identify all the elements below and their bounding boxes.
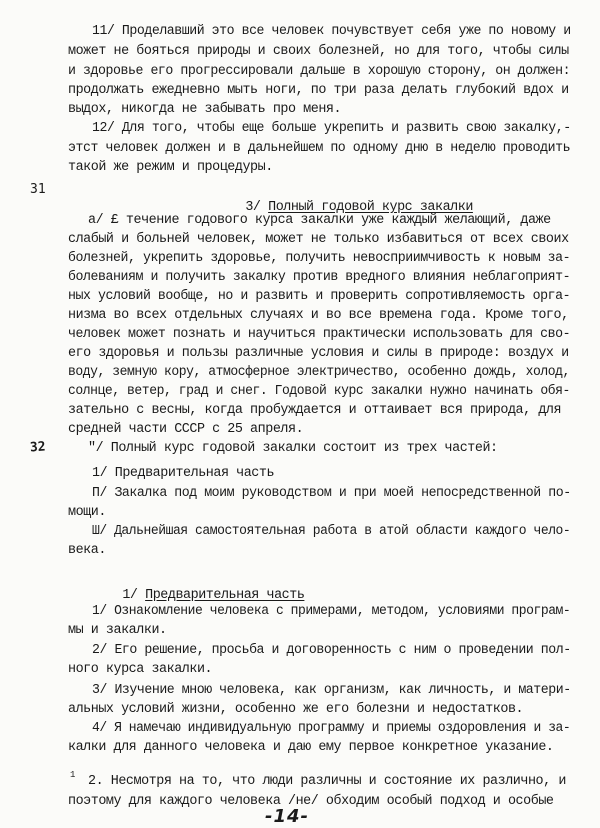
list-item: П/ Закалка под моим руководством и при моей непосредственной по- [92, 486, 571, 501]
text-line: поэтому для каждого человека /не/ обходим особый подход и особые [68, 794, 554, 809]
section-heading-number: 3/ [245, 200, 261, 215]
text-line: болеваниям и получить закалку против вредного влияния неблагоприят- [68, 270, 571, 285]
list-item: 2/ Его решение, просьба и договоренность с ним о проведении пол- [92, 643, 571, 658]
text-line: выдох, никогда не забывать про меня. [68, 102, 342, 117]
text-line: 11/ Проделавший это все человек почувствует себя уже по новому и [92, 24, 571, 39]
list-item: века. [68, 543, 106, 558]
margin-number-32: 32 [29, 439, 47, 456]
section-heading-title: Полный годовой курс закалки [268, 200, 473, 215]
list-item: калки для данного человека и даю ему первое конкретное указание. [68, 740, 554, 755]
text-line: этст человек должен и в дальнейшем по одному дню в неделю проводить [68, 141, 571, 156]
list-item: 3/ Изучение мною человека, как организм, как личность, и матери- [92, 683, 571, 698]
text-line: средней части СССР с 25 апреля. [68, 422, 304, 437]
list-item: мощи. [68, 505, 106, 520]
list-item: Ш/ Дальнейшая самостоятельная работа в атой области каждого чело- [92, 524, 571, 539]
text-line: 12/ Для того, чтобы еще больше укрепить и развить свою закалку,- [92, 121, 571, 136]
text-line: и здоровье его прогрессировали дальше в хорошую сторону, он должен: [68, 64, 571, 79]
subsection-heading-title: Предварительная часть [145, 588, 305, 603]
text-line: болезней, укрепить здоровье, получить невосприимчивость к новым за- [68, 251, 571, 266]
list-item: 1/ Предварительная часть [92, 466, 275, 481]
list-item: альных условий жизни, особенно же его болезни и недостатков. [68, 702, 524, 717]
text-line: ных условий вообще, но и развить и проверить сопротивляемость орга- [68, 289, 571, 304]
text-line: может не бояться природы и своих болезней, но для того, чтобы силы [68, 44, 569, 59]
text-line: продолжать ежедневно мыть ноги, по три раза делать глубокий вдох и [68, 83, 569, 98]
text-line: низма во всех отдельных случаях и во все времена года. Кроме того, [68, 308, 569, 323]
text-line: 2. Несмотря на то, что люди различны и состояние их различно, и [88, 774, 566, 789]
text-line: его здоровья и пользы различные условия и силы в природе: воздух и [68, 346, 569, 361]
text-line: зательно с весны, когда пробуждается и оттаивает вся природа, для [68, 403, 562, 418]
footnote-mark: 1 [70, 770, 76, 780]
list-item: ного курса закалки. [68, 662, 213, 677]
margin-number-31: 31 [30, 182, 46, 197]
text-line: а/ £ течение годового курса закалки уже каждый желающий, даже [88, 213, 551, 228]
text-line: солнце, ветер, град и снег. Годовой курс закалки нужно начинать обя- [68, 384, 570, 399]
text-line: человек может познать и научиться практически использовать для сво- [68, 327, 571, 342]
list-item: 4/ Я намечаю индивидуальную программу и приемы оздоровления и за- [92, 721, 571, 736]
subsection-heading-number: 1/ [122, 588, 138, 603]
list-item: 1/ Ознакомление человека с примерами, методом, условиями програм- [92, 604, 571, 619]
text-line: воду, земную кору, атмосферное электричество, особенно дождь, холод, [68, 365, 570, 380]
text-line: слабый и больней человек, может не только избавиться от всех своих [68, 232, 569, 247]
text-line: такой же режим и процедуры. [68, 160, 273, 175]
course-intro: "/ Полный курс годовой закалки состоит из трех частей: [88, 441, 498, 456]
list-item: мы и закалки. [68, 623, 167, 638]
page-number: -14- [265, 806, 309, 827]
